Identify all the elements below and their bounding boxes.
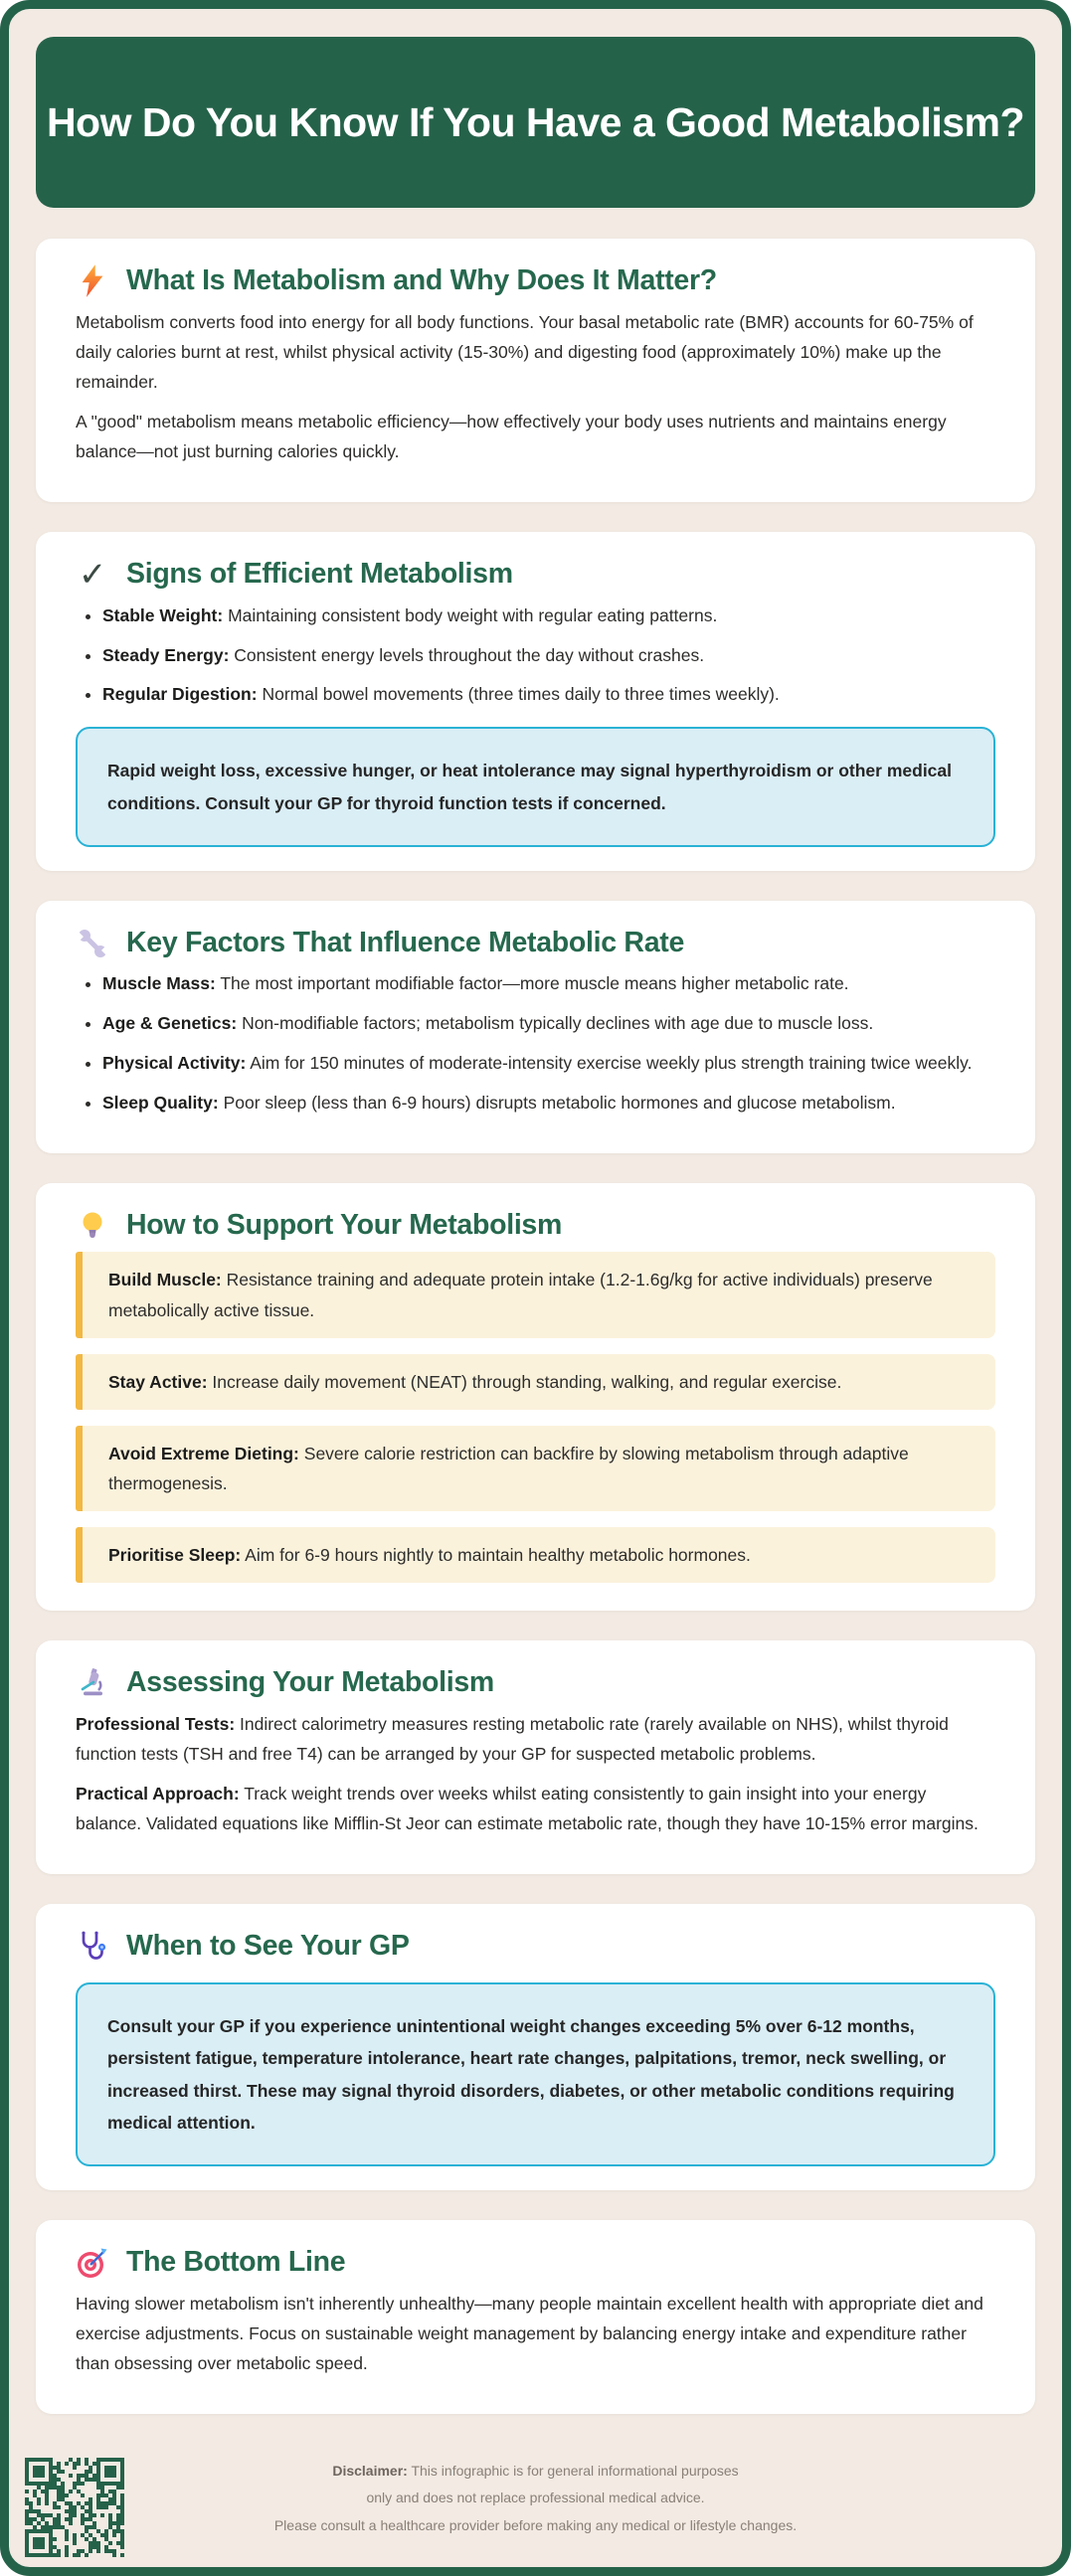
section-heading: When to See Your GP (126, 1929, 410, 1962)
section-heading: Signs of Efficient Metabolism (126, 558, 513, 591)
microscope-icon (76, 1667, 109, 1697)
section-heading-row (76, 927, 995, 959)
gp-callout: Consult your GP if you experience unintentional weight changes exceeding 5% over 6-12 months, persistent fatigue, temperature intolerance, heart rate changes, palpitations, tremor, neck swelling, or increased thirst. These may signal thyroid disorders, diabetes, or other metabolic conditions requiring medical attention. (76, 1982, 995, 2167)
section-heading: Assessing Your Metabolism (126, 1665, 494, 1698)
header-banner (36, 37, 1035, 208)
list-item: • Stable Weight: Maintaining consistent body weight with regular eating patterns. (102, 603, 995, 628)
list-item: • Age & Genetics: Non-modifiable factors; metabolism typically declines with age due to muscle loss. (102, 1011, 995, 1036)
section-heading-row (76, 264, 995, 297)
intro-paragraph: A "good" metabolism means metabolic efficiency—how effectively your body uses nutrients and maintains energy balance—not just burning calories quickly. (76, 412, 947, 461)
tip-box: Build Muscle: Resistance training and adequate protein intake (1.2-1.6g/kg for active individuals) preserve metabolically active tissue. (76, 1252, 995, 1337)
bulb-icon (76, 1210, 109, 1242)
assessing-paragraph: Practical Approach: Track weight trends over weeks whilst eating consistently to gain insight into your energy balance. Validated equations like Mifflin-St Jeor can estimate metabolic rate, though they have 10-15% error margins. (76, 1784, 979, 1834)
page-content (9, 9, 1062, 2414)
disclaimer-line: Disclaimer: This infographic is for general informational purposes (332, 2463, 739, 2479)
section-card-bottom-line (36, 2220, 1035, 2413)
tip-box: Stay Active: Increase daily movement (NEAT) through standing, walking, and regular exercise. (76, 1354, 995, 1410)
section-heading: The Bottom Line (126, 2246, 346, 2279)
tip-box: Avoid Extreme Dieting: Severe calorie restriction can backfire by slowing metabolism through adaptive thermogenesis. (76, 1426, 995, 1511)
target-icon (76, 2247, 109, 2279)
bottom-line-paragraph: Having slower metabolism isn't inherently unhealthy—many people maintain excellent health with appropriate diet and exercise adjustments. Focus on sustainable weight management by balancing energy intake and expenditure rather than obsessing over metabolic speed. (76, 2294, 983, 2373)
page-title: How Do You Know If You Have a Good Metabolism? (46, 98, 1025, 145)
section-heading-row (76, 1666, 995, 1699)
section-heading-row (76, 555, 995, 594)
page-footer (9, 2416, 1062, 2567)
warning-callout: Rapid weight loss, excessive hunger, or heat intolerance may signal hyperthyroidism or other medical conditions. Consult your GP for thyroid function tests if concerned. (76, 727, 995, 847)
disclaimer-line: only and does not replace professional medical advice. (366, 2490, 705, 2506)
section-card-assessing (36, 1640, 1035, 1874)
section-card-signs (36, 532, 1035, 871)
section-heading: What Is Metabolism and Why Does It Matter? (126, 264, 717, 296)
section-heading-row (76, 1209, 995, 1242)
section-card-support (36, 1183, 1035, 1611)
stethoscope-icon (76, 1931, 109, 1961)
lightning-icon (76, 264, 109, 297)
factors-bullet-list (76, 971, 995, 1115)
list-item: • Physical Activity: Aim for 150 minutes of moderate-intensity exercise weekly plus strength training twice weekly. (102, 1051, 995, 1076)
wrench-icon (76, 928, 109, 959)
intro-paragraph: Metabolism converts food into energy for all body functions. Your basal metabolic rate (BMR) accounts for 60-75% of daily calories burnt at rest, whilst physical activity (15-30%) and digesting food (approximately 10%) make up the remainder. (76, 312, 974, 392)
section-heading-row (76, 2246, 995, 2279)
section-heading: How to Support Your Metabolism (126, 1209, 563, 1242)
list-item: • Muscle Mass: The most important modifiable factor—more muscle means higher metabolic rate. (102, 971, 995, 996)
list-item: • Steady Energy: Consistent energy levels throughout the day without crashes. (102, 643, 995, 668)
section-heading: Key Factors That Influence Metabolic Rate (126, 927, 684, 959)
section-heading-row (76, 1930, 995, 1963)
section-card-key-factors (36, 901, 1035, 1153)
section-card-what-is-metabolism (36, 239, 1035, 502)
section-card-see-gp (36, 1904, 1035, 2191)
assessing-paragraph: Professional Tests: Indirect calorimetry measures resting metabolic rate (rarely available on NHS), whilst thyroid function tests (TSH and free T4) can be arranged by your GP for suspected metabolic problems. (76, 1713, 949, 1764)
disclaimer-line: Please consult a healthcare provider before making any medical or lifestyle changes. (273, 2516, 798, 2533)
tip-box: Prioritise Sleep: Aim for 6-9 hours nightly to maintain healthy metabolic hormones. (76, 1527, 995, 1583)
list-item: • Sleep Quality: Poor sleep (less than 6-9 hours) disrupts metabolic hormones and glucose metabolism. (102, 1091, 995, 1116)
disclaimer-text (9, 2458, 1062, 2539)
signs-bullet-list (76, 603, 995, 708)
check-icon: ✓ (78, 555, 107, 594)
list-item: • Regular Digestion: Normal bowel movements (three times daily to three times weekly). (102, 682, 995, 707)
